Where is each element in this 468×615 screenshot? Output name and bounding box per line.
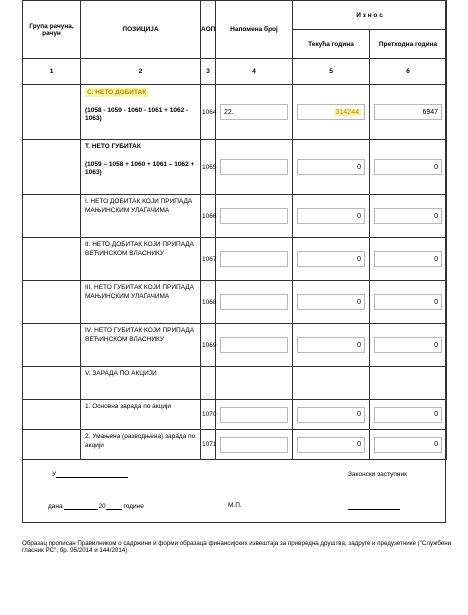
col-number: 1 — [23, 59, 81, 85]
row-title: V. ЗАРАДА ПО АКЦИЈИ — [85, 370, 157, 377]
current-year-field[interactable]: 0 — [297, 294, 365, 310]
row-title: III. НЕТО ГУБИТАК КОЈИ ПРИПАДА МАЊИНСКИМ УЛАГАЧИМА — [85, 284, 195, 300]
row-title: 1. Основна зарада по акцији — [85, 403, 172, 410]
col-number: 4 — [216, 59, 293, 85]
row-title: IV. НЕТО ГУБИТАК КОЈИ ПРИПАДА ВЕЋИНСКОМ ВЛАСНИКУ — [85, 327, 195, 343]
header-note: Напомена број — [216, 1, 293, 59]
table-row — [23, 281, 447, 324]
previous-year-field[interactable]: 6947 — [374, 104, 442, 120]
header-aop: АОП — [201, 1, 216, 59]
table-row — [23, 324, 447, 367]
table-row — [23, 400, 447, 430]
income-statement-table — [22, 0, 447, 460]
aop-code: 1066 — [201, 195, 216, 238]
row-formula: (1059 – 1058 + 1060 + 1061 – 1062 + 1063) — [85, 160, 195, 177]
current-year-field[interactable]: 314244 — [297, 104, 365, 120]
aop-code: 1065 — [201, 140, 216, 195]
note-field[interactable] — [220, 437, 288, 453]
note-field[interactable] — [220, 407, 288, 423]
col-number: 5 — [293, 59, 370, 85]
row-title: II. НЕТО ДОБИТАК КОЈИ ПРИПАДА ВЕЋИНСКОМ ВЛАСНИКУ — [85, 241, 195, 257]
row-title: Т. НЕТО ГУБИТАК — [85, 143, 141, 150]
table-row — [23, 195, 447, 238]
aop-code: 1070 — [201, 400, 216, 430]
previous-year-field[interactable]: 0 — [374, 159, 442, 175]
previous-year-field[interactable]: 0 — [374, 251, 442, 267]
place-line[interactable] — [56, 470, 128, 478]
header-amount: И з н о с — [293, 1, 447, 30]
stamp-label: М.П. — [228, 502, 242, 509]
note-field[interactable] — [220, 208, 288, 224]
note-field[interactable] — [220, 294, 288, 310]
current-year-field[interactable]: 0 — [297, 159, 365, 175]
aop-code: 1068 — [201, 281, 216, 324]
previous-year-field[interactable]: 0 — [374, 437, 442, 453]
row-title: 2. Умањена (разводњена) зарада по акцији — [85, 433, 196, 449]
place-field: У — [52, 470, 128, 478]
current-year-field[interactable]: 0 — [297, 251, 365, 267]
table-row — [23, 238, 447, 281]
note-field[interactable] — [220, 159, 288, 175]
signature-line[interactable] — [348, 502, 400, 510]
col-number: 2 — [81, 59, 201, 85]
table-row — [23, 430, 447, 460]
header-group: Група рачуна, рачун — [23, 1, 81, 59]
footnote: Образац прописан Правилником о садржини и форми образаца финансијских извештаја за привредна друштва, задруге и предузетнике ("Службени гласник РС", бр. 95/2014 и 144/2014) — [22, 540, 452, 554]
aop-code: 1071 — [201, 430, 216, 460]
note-field[interactable]: 22. — [220, 104, 288, 120]
header-current-year: Текућа година — [293, 30, 370, 59]
date-field: дана 20 године — [48, 503, 144, 510]
aop-code: 1069 — [201, 324, 216, 367]
row-title: С. НЕТО ДОБИТАК — [87, 89, 147, 96]
current-year-field[interactable]: 0 — [297, 437, 365, 453]
representative-label: Законски заступник — [348, 471, 407, 478]
year-line[interactable] — [106, 502, 122, 510]
current-year-field[interactable]: 0 — [297, 407, 365, 423]
header-previous-year: Претходна година — [370, 30, 447, 59]
note-field[interactable] — [220, 251, 288, 267]
note-field[interactable] — [220, 337, 288, 353]
row-formula: (1058 - 1059 - 1060 - 1061 + 1062 - 1063) — [85, 106, 189, 123]
table-row — [23, 85, 447, 140]
current-year-field[interactable]: 0 — [297, 208, 365, 224]
aop-code: 1064 — [201, 85, 216, 140]
previous-year-field[interactable]: 0 — [374, 294, 442, 310]
col-number: 3 — [201, 59, 216, 85]
previous-year-field[interactable]: 0 — [374, 337, 442, 353]
previous-year-field[interactable]: 0 — [374, 208, 442, 224]
aop-code: 1067 — [201, 238, 216, 281]
row-title: I. НЕТО ДОБИТАК КОЈИ ПРИПАДА МАЊИНСКИМ УЛАГАЧИМА — [85, 198, 193, 214]
col-number: 6 — [370, 59, 447, 85]
date-line[interactable] — [64, 502, 98, 510]
header-position: ПОЗИЦИЈА — [81, 1, 201, 59]
current-year-field[interactable]: 0 — [297, 337, 365, 353]
table-row — [23, 367, 447, 400]
previous-year-field[interactable]: 0 — [374, 407, 442, 423]
table-row — [23, 140, 447, 195]
